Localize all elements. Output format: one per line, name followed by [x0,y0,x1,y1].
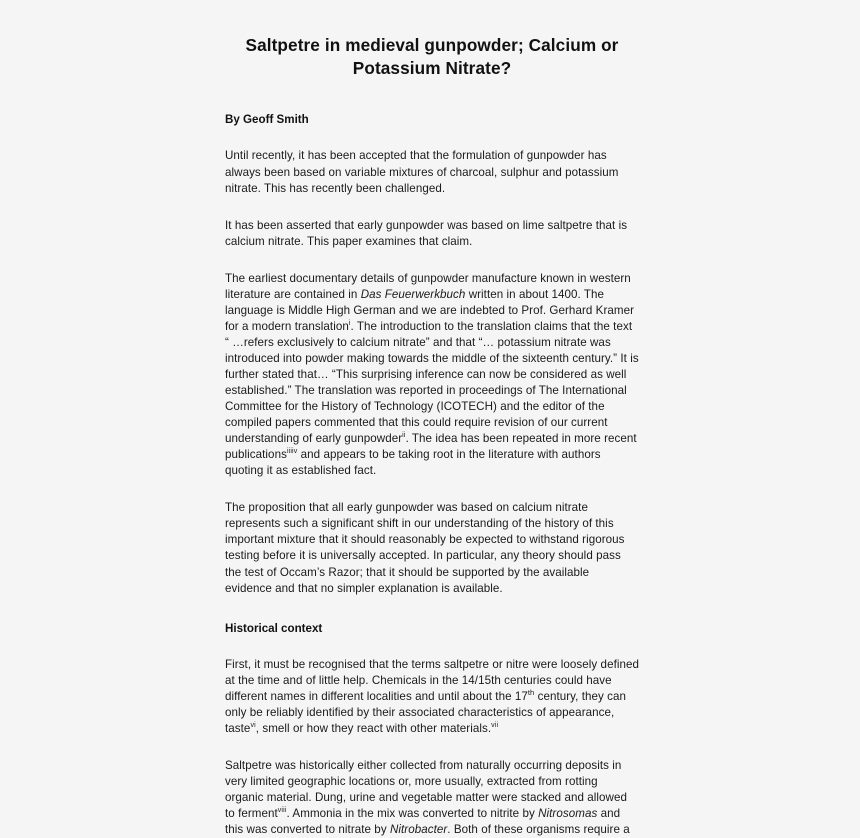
p3-text-1: The earliest documentary details of gunpowder manufacture known in western literature are contained in [225,271,631,301]
footnote-ref-vi: vi [250,721,256,729]
paragraph-5 [225,657,639,737]
paragraph-4: The proposition that all early gunpowder was based on calcium nitrate represents such a significant shift in our understanding of the history of this important mixture that it should reasonably be expected to withstand rigorous testing before it is universally accepted. In particular, any theory should pass the test of Occam’s Razor; that it should be supported by the available evidence and that no simpler explanation is available. [225,501,625,595]
p5-text-3: , smell or how they react with other materials. [255,721,492,735]
author-byline: By Geoff Smith [225,113,309,127]
document-content [225,34,639,838]
p6-text-4: . Both of these organisms require a [447,823,630,837]
footnote-ref-viii: viii [277,807,287,815]
footnote-ref-i: i [348,319,351,327]
p3-italic-title: Das Feuerwerkbuch [360,287,466,301]
section-heading-historical-context: Historical context [225,621,323,635]
paragraph-2: It has been asserted that early gunpowder was based on lime saltpetre that is calcium nitrate. This paper examines that claim. [225,218,628,248]
p6-text-2: . Ammonia in the mix was converted to nitrite by [286,807,539,821]
paragraph-3 [225,271,639,480]
paragraph-6 [225,758,639,838]
p3-text-4: . The idea has been repeated in more recent publications [225,432,637,462]
footnote-ref-iii: iii [286,448,293,456]
p6-italic-nitrobacter: Nitrobacter [389,823,448,837]
footnote-ref-iv: iv [292,448,298,456]
p5-text-2: century, they can only be reliably identified by their associated characteristics of appearance, taste [225,689,627,735]
p6-text-1: Saltpetre was historically either collected from naturally occurring deposits in very limited geographic locations or, more usually, extracted from rotting organic material. Dung, urine and vegetable matter were stacked and allowed to ferment [225,758,627,821]
p6-text-3: and this was converted to nitrate by [225,807,621,837]
ordinal-suffix-th: th [527,687,535,697]
p3-text-5: and appears to be taking root in the literature with authors quoting it as established fact. [225,448,601,478]
footnote-ref-vii: vii [491,721,499,729]
p5-text-1: First, it must be recognised that the terms saltpetre or nitre were loosely defined at the time and of little help. Chemicals in the 14/15th centuries could have different names in different localities and until about the 17 [225,657,640,703]
p3-text-3: . The introduction to the translation claims that the text “ …refers exclusively to calcium nitrate” and that “… potassium nitrate was introduced into powder making towards the middle of the sixteenth century.” It is further stated that… “This surprising inference can now be considered as well established.” The translation was reported in proceedings of The International Committee for the History of Technology (ICOTECH) and the editor of the compiled papers commented that this could require revision of our current understanding of early gunpowder [225,319,639,446]
page-title: Saltpetre in medieval gunpowder; Calcium or Potassium Nitrate? [245,35,619,78]
p3-text-2: written in about 1400. The language is Middle High German and we are indebted to Prof. Gerhard Kramer for a modern translation [225,287,635,333]
paragraph-1: Until recently, it has been accepted that the formulation of gunpowder has always been based on variable mixtures of charcoal, sulphur and potassium nitrate. This has recently been challenged. [225,149,619,195]
footnote-ref-ii: ii [402,432,406,440]
p6-italic-nitrosomas: Nitrosomas [538,807,598,821]
